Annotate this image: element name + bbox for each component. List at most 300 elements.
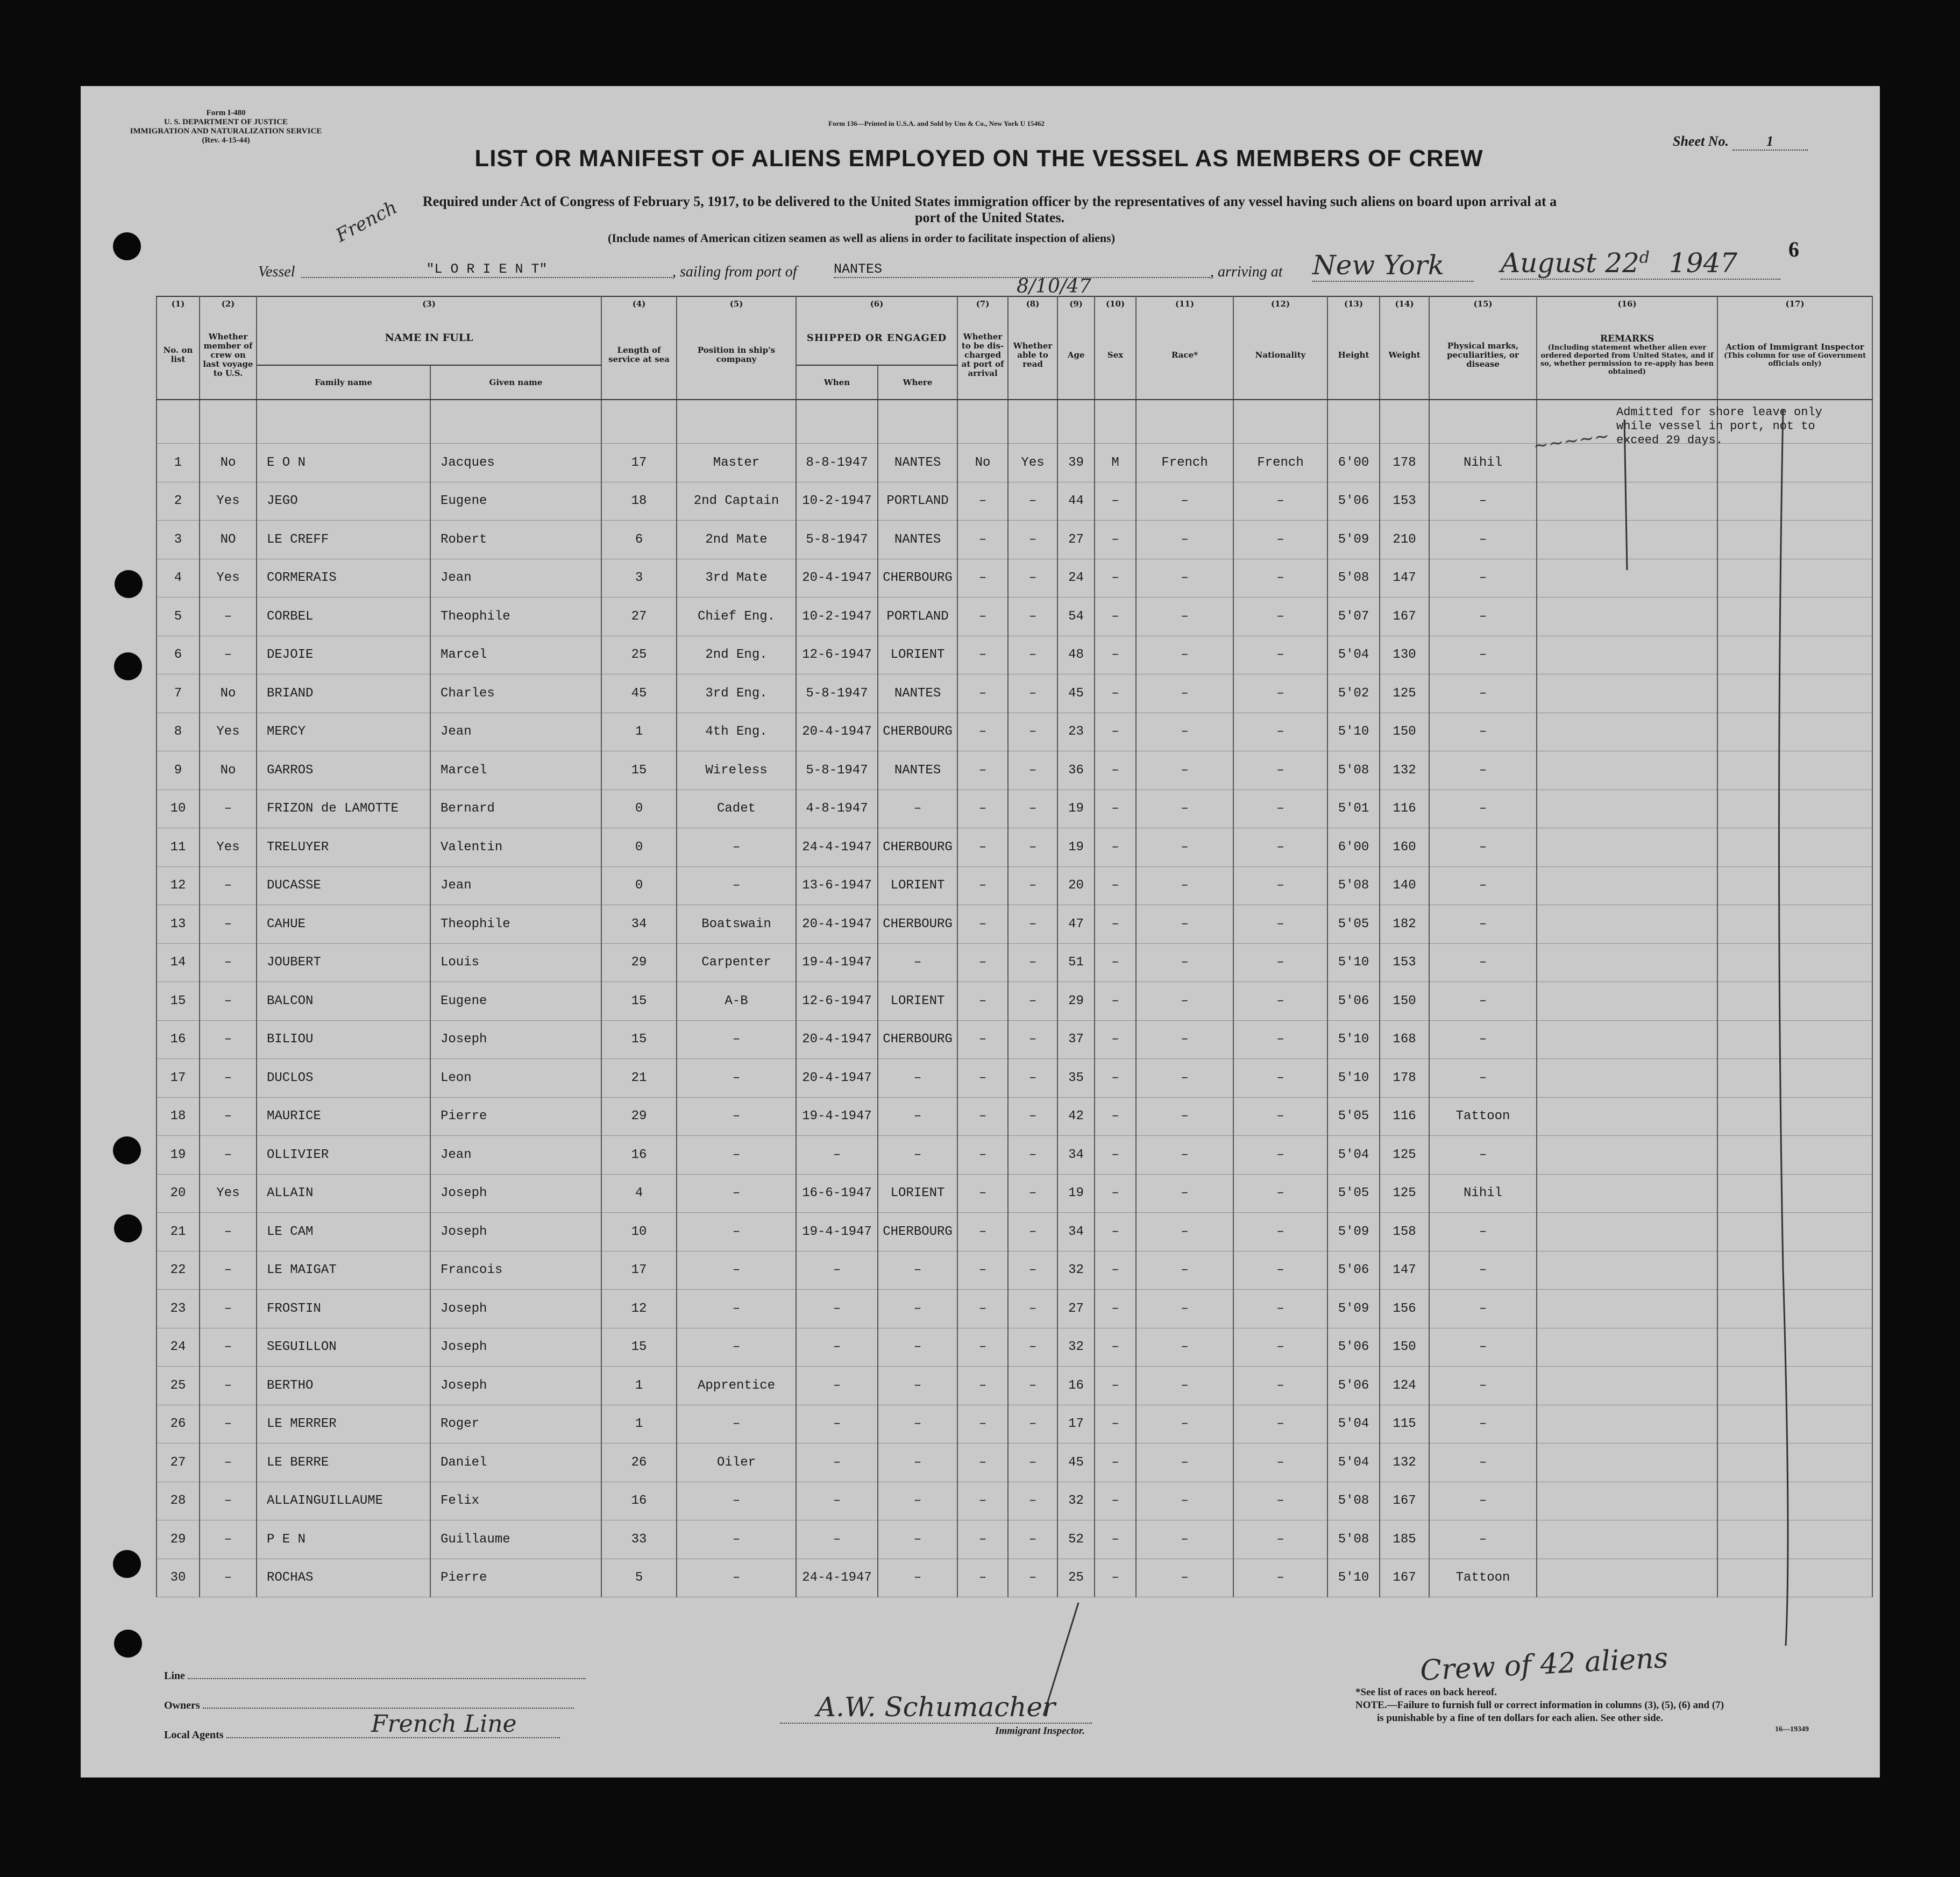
engaged-where: LORIENT [878, 636, 957, 674]
given-name: Eugene [430, 982, 601, 1021]
sheet-number: 1 [1732, 133, 1808, 151]
header-where: Where [878, 365, 957, 400]
height: 5'06 [1327, 1367, 1380, 1405]
list-number: 20 [157, 1174, 200, 1213]
engaged-when: 20-4-1947 [796, 905, 878, 944]
remarks-note: (Including statement whether alien ever ordered deported from United States, and if so, whether permission to re-apply has been obtained) [1540, 343, 1714, 376]
arrival-date-suffix: d [1639, 248, 1650, 267]
remarks-cell [1537, 1251, 1717, 1290]
list-number: 28 [157, 1482, 200, 1520]
able-to-read: – [1008, 982, 1057, 1021]
previous-voyage: No [200, 751, 257, 790]
nationality: – [1233, 1482, 1327, 1520]
stamp-date-handwritten: 8/10/47 [1017, 275, 1091, 297]
crew-count-handwritten: Crew of 42 aliens [1419, 1641, 1669, 1688]
position: – [677, 1174, 796, 1213]
punch-hole [115, 570, 143, 598]
sex: – [1095, 1367, 1136, 1405]
age: 25 [1057, 1559, 1095, 1597]
family-name: BALCON [257, 982, 430, 1021]
form-id-block [124, 109, 328, 145]
position: – [677, 1020, 796, 1059]
able-to-read: – [1008, 943, 1057, 982]
action-cell [1717, 713, 1872, 751]
family-name: LE BERRE [257, 1444, 430, 1482]
race: French [1136, 444, 1233, 482]
position: 2nd Captain [677, 482, 796, 521]
physical-marks: – [1429, 1136, 1537, 1175]
position: 4th Eng. [677, 713, 796, 751]
line-field [164, 1670, 586, 1682]
previous-voyage: – [200, 598, 257, 636]
remarks-cell [1537, 482, 1717, 521]
nationality: – [1233, 1444, 1327, 1482]
physical-marks: – [1429, 1213, 1537, 1252]
nationality: – [1233, 1213, 1327, 1252]
position: – [677, 1251, 796, 1290]
weight: 167 [1380, 598, 1429, 636]
discharged: – [957, 636, 1008, 674]
list-number: 9 [157, 751, 200, 790]
service-length: 15 [601, 751, 677, 790]
col-num: (5) [677, 296, 796, 311]
arriving-label: , arriving at [1210, 264, 1283, 280]
service-length: 16 [601, 1482, 677, 1520]
table-row [157, 1136, 1872, 1175]
previous-voyage: – [200, 1251, 257, 1290]
service-length: 15 [601, 1020, 677, 1059]
action-cell [1717, 1097, 1872, 1136]
engaged-when: 20-4-1947 [796, 1020, 878, 1059]
weight: 167 [1380, 1559, 1429, 1597]
position: 2nd Mate [677, 521, 796, 559]
age: 32 [1057, 1328, 1095, 1367]
discharged: – [957, 1520, 1008, 1559]
race: – [1136, 1097, 1233, 1136]
engaged-when: 24-4-1947 [796, 828, 878, 867]
given-name: Robert [430, 521, 601, 559]
nationality: – [1233, 674, 1327, 713]
header-physical-marks: Physical marks, peculiarities, or disease [1429, 311, 1537, 400]
sex: – [1095, 1213, 1136, 1252]
sailing-label: , sailing from port of [672, 264, 797, 280]
engaged-where: PORTLAND [878, 598, 957, 636]
discharged: – [957, 559, 1008, 598]
table-row [157, 1444, 1872, 1482]
age: 27 [1057, 521, 1095, 559]
action-cell [1717, 1174, 1872, 1213]
list-number: 24 [157, 1328, 200, 1367]
height: 5'05 [1327, 1174, 1380, 1213]
service-length: 15 [601, 1328, 677, 1367]
engaged-where: – [878, 1367, 957, 1405]
list-number: 10 [157, 790, 200, 828]
arrival-year: 1947 [1668, 247, 1738, 279]
nationality: – [1233, 1251, 1327, 1290]
height: 5'08 [1327, 1520, 1380, 1559]
action-cell [1717, 1328, 1872, 1367]
weight: 160 [1380, 828, 1429, 867]
nationality: – [1233, 828, 1327, 867]
list-number: 5 [157, 598, 200, 636]
discharged: – [957, 1059, 1008, 1098]
sex: – [1095, 905, 1136, 944]
physical-marks: – [1429, 828, 1537, 867]
able-to-read: – [1008, 713, 1057, 751]
discharged: – [957, 1559, 1008, 1597]
line-label: Line [164, 1670, 185, 1682]
position: – [677, 1290, 796, 1328]
table-row [157, 1020, 1872, 1059]
age: 36 [1057, 751, 1095, 790]
previous-voyage: – [200, 1136, 257, 1175]
nationality: – [1233, 866, 1327, 905]
list-number: 29 [157, 1520, 200, 1559]
given-name: Eugene [430, 482, 601, 521]
position: – [677, 866, 796, 905]
race: – [1136, 1405, 1233, 1444]
given-name: Jean [430, 1136, 601, 1175]
engaged-when: 10-2-1947 [796, 598, 878, 636]
sex: – [1095, 1405, 1136, 1444]
discharged: – [957, 598, 1008, 636]
previous-voyage: – [200, 790, 257, 828]
nationality: – [1233, 598, 1327, 636]
col-num: (14) [1380, 296, 1429, 311]
sex: – [1095, 713, 1136, 751]
discharged: – [957, 713, 1008, 751]
sex: – [1095, 1020, 1136, 1059]
position: – [677, 828, 796, 867]
inspector-signature: A.W. Schumacher [780, 1691, 1092, 1724]
position: – [677, 1097, 796, 1136]
engaged-when: 4-8-1947 [796, 790, 878, 828]
service-length: 17 [601, 1251, 677, 1290]
age: 19 [1057, 1174, 1095, 1213]
height: 5'04 [1327, 1444, 1380, 1482]
family-name: JEGO [257, 482, 430, 521]
remarks-cell [1537, 982, 1717, 1021]
able-to-read: – [1008, 1251, 1057, 1290]
previous-voyage: Yes [200, 482, 257, 521]
position: A-B [677, 982, 796, 1021]
family-name: CORMERAIS [257, 559, 430, 598]
remarks-cell [1537, 559, 1717, 598]
table-row [157, 1520, 1872, 1559]
physical-marks: – [1429, 866, 1537, 905]
able-to-read: – [1008, 1367, 1057, 1405]
discharged: – [957, 1482, 1008, 1520]
page-title: LIST OR MANIFEST OF ALIENS EMPLOYED ON THE VESSEL AS MEMBERS OF CREW [474, 145, 1483, 172]
discharged: – [957, 905, 1008, 944]
service-length: 5 [601, 1559, 677, 1597]
service-length: 45 [601, 674, 677, 713]
given-name: Joseph [430, 1174, 601, 1213]
discharged: – [957, 1174, 1008, 1213]
service-length: 1 [601, 1367, 677, 1405]
nationality: – [1233, 905, 1327, 944]
sex: – [1095, 982, 1136, 1021]
engaged-where: CHERBOURG [878, 1213, 957, 1252]
list-number: 26 [157, 1405, 200, 1444]
remarks-cell [1537, 1367, 1717, 1405]
weight: 140 [1380, 866, 1429, 905]
weight: 116 [1380, 1097, 1429, 1136]
nationality: French [1233, 444, 1327, 482]
action-cell [1717, 943, 1872, 982]
col-num: (7) [957, 296, 1008, 311]
list-number: 22 [157, 1251, 200, 1290]
note-line-1: NOTE.—Failure to furnish full or correct information in columns (3), (5), (6) and (7) [1355, 1700, 1724, 1711]
able-to-read: – [1008, 790, 1057, 828]
engaged-when: 19-4-1947 [796, 1097, 878, 1136]
position: – [677, 1213, 796, 1252]
previous-voyage: – [200, 1520, 257, 1559]
nationality: – [1233, 943, 1327, 982]
arrival-date: August 22 [1501, 247, 1639, 279]
service-length: 16 [601, 1136, 677, 1175]
department-name: U. S. DEPARTMENT OF JUSTICE [164, 118, 288, 126]
discharged: – [957, 751, 1008, 790]
position: – [677, 1136, 796, 1175]
action-cell [1717, 1405, 1872, 1444]
table-row [157, 482, 1872, 521]
header-discharged: Whether to be dis- charged at port of arrival [957, 311, 1008, 400]
col-num: (11) [1136, 296, 1233, 311]
sex: – [1095, 1251, 1136, 1290]
header-position: Position in ship's company [677, 311, 796, 400]
list-number: 6 [157, 636, 200, 674]
list-number: 16 [157, 1020, 200, 1059]
table-row [157, 1482, 1872, 1520]
given-name: Joseph [430, 1328, 601, 1367]
remarks-cell [1537, 636, 1717, 674]
race: – [1136, 905, 1233, 944]
act-statement-line-2: port of the United States. [914, 210, 1065, 225]
given-name: Bernard [430, 790, 601, 828]
position: Master [677, 444, 796, 482]
engaged-when: – [796, 1482, 878, 1520]
race: – [1136, 1213, 1233, 1252]
table-row [157, 559, 1872, 598]
able-to-read: – [1008, 598, 1057, 636]
given-name: Pierre [430, 1097, 601, 1136]
service-length: 6 [601, 521, 677, 559]
action-cell [1717, 790, 1872, 828]
able-to-read: – [1008, 482, 1057, 521]
action-cell [1717, 444, 1872, 482]
action-cell [1717, 905, 1872, 944]
action-cell [1717, 751, 1872, 790]
instruction-note: (Include names of American citizen seamen as well as aliens in order to facilitate inspection of aliens) [608, 231, 1116, 245]
engaged-where: – [878, 1559, 957, 1597]
physical-marks: – [1429, 1520, 1537, 1559]
engaged-when: 19-4-1947 [796, 1213, 878, 1252]
action-cell [1717, 1251, 1872, 1290]
nationality: – [1233, 790, 1327, 828]
col-num: (8) [1008, 296, 1057, 311]
given-name: Jean [430, 866, 601, 905]
physical-marks: – [1429, 1405, 1537, 1444]
height: 5'04 [1327, 1405, 1380, 1444]
family-name: CORBEL [257, 598, 430, 636]
col-num: (12) [1233, 296, 1327, 311]
position: – [677, 1559, 796, 1597]
family-name: MERCY [257, 713, 430, 751]
engaged-when: 8-8-1947 [796, 444, 878, 482]
discharged: No [957, 444, 1008, 482]
physical-marks: – [1429, 521, 1537, 559]
table-row [157, 521, 1872, 559]
age: 37 [1057, 1020, 1095, 1059]
sex: – [1095, 559, 1136, 598]
nationality: – [1233, 1367, 1327, 1405]
weight: 182 [1380, 905, 1429, 944]
race: – [1136, 982, 1233, 1021]
engaged-when: 13-6-1947 [796, 866, 878, 905]
given-name: Pierre [430, 1559, 601, 1597]
age: 20 [1057, 866, 1095, 905]
sex: – [1095, 1444, 1136, 1482]
position: Apprentice [677, 1367, 796, 1405]
engaged-when: 20-4-1947 [796, 713, 878, 751]
position: Boatswain [677, 905, 796, 944]
remarks-title: REMARKS [1600, 333, 1654, 344]
engaged-where: NANTES [878, 751, 957, 790]
previous-voyage: – [200, 1559, 257, 1597]
age: 23 [1057, 713, 1095, 751]
engaged-when: 12-6-1947 [796, 982, 878, 1021]
remarks-cell [1537, 1059, 1717, 1098]
weight: 132 [1380, 751, 1429, 790]
engaged-when: 24-4-1947 [796, 1559, 878, 1597]
table-row [157, 828, 1872, 867]
engaged-when: 10-2-1947 [796, 482, 878, 521]
position: Cadet [677, 790, 796, 828]
race: – [1136, 674, 1233, 713]
race: – [1136, 790, 1233, 828]
list-number: 21 [157, 1213, 200, 1252]
height: 5'01 [1327, 790, 1380, 828]
nationality: – [1233, 751, 1327, 790]
sex: – [1095, 1328, 1136, 1367]
family-name: OLLIVIER [257, 1136, 430, 1175]
previous-voyage: – [200, 1405, 257, 1444]
engaged-where: – [878, 1482, 957, 1520]
service-length: 25 [601, 636, 677, 674]
remarks-cell [1537, 521, 1717, 559]
able-to-read: – [1008, 674, 1057, 713]
height: 5'05 [1327, 1097, 1380, 1136]
height: 5'09 [1327, 1213, 1380, 1252]
sex: – [1095, 521, 1136, 559]
engaged-where: – [878, 1059, 957, 1098]
physical-marks: Nihil [1429, 1174, 1537, 1213]
sex: – [1095, 482, 1136, 521]
sheet-number-label [1673, 133, 1808, 151]
sex: M [1095, 444, 1136, 482]
engaged-where: CHERBOURG [878, 828, 957, 867]
discharged: – [957, 790, 1008, 828]
engaged-where: – [878, 1405, 957, 1444]
table-row [157, 905, 1872, 944]
family-name: E O N [257, 444, 430, 482]
table-row [157, 1559, 1872, 1597]
physical-marks: Tattoon [1429, 1559, 1537, 1597]
race: – [1136, 1174, 1233, 1213]
discharged: – [957, 1405, 1008, 1444]
physical-marks: – [1429, 1059, 1537, 1098]
remarks-cell [1537, 1020, 1717, 1059]
nationality: – [1233, 1328, 1327, 1367]
engaged-when: 20-4-1947 [796, 559, 878, 598]
physical-marks: – [1429, 1367, 1537, 1405]
age: 44 [1057, 482, 1095, 521]
physical-marks: – [1429, 943, 1537, 982]
table-row [157, 982, 1872, 1021]
race: – [1136, 482, 1233, 521]
position: – [677, 1059, 796, 1098]
family-name: CAHUE [257, 905, 430, 944]
engaged-when: 12-6-1947 [796, 636, 878, 674]
punch-hole [114, 1630, 142, 1658]
family-name: TRELUYER [257, 828, 430, 867]
weight: 178 [1380, 444, 1429, 482]
form-revision: (Rev. 4-15-44) [202, 136, 250, 145]
race: – [1136, 1367, 1233, 1405]
height: 5'10 [1327, 1559, 1380, 1597]
given-name: Joseph [430, 1290, 601, 1328]
age: 19 [1057, 828, 1095, 867]
physical-marks: – [1429, 1290, 1537, 1328]
sex: – [1095, 828, 1136, 867]
family-name: LE MERRER [257, 1405, 430, 1444]
crew-manifest-table [156, 296, 1873, 1597]
given-name: Jean [430, 559, 601, 598]
age: 17 [1057, 1405, 1095, 1444]
previous-voyage: – [200, 982, 257, 1021]
engaged-where: LORIENT [878, 1174, 957, 1213]
remarks-cell [1537, 1405, 1717, 1444]
header-family-name: Family name [257, 365, 430, 400]
list-number: 17 [157, 1059, 200, 1098]
col-num: (4) [601, 296, 677, 311]
remarks-cell [1537, 1213, 1717, 1252]
weight: 167 [1380, 1482, 1429, 1520]
engaged-where: – [878, 943, 957, 982]
nationality: – [1233, 982, 1327, 1021]
height: 5'04 [1327, 1136, 1380, 1175]
list-number: 27 [157, 1444, 200, 1482]
remarks-cell [1537, 905, 1717, 944]
engaged-where: LORIENT [878, 982, 957, 1021]
list-number: 2 [157, 482, 200, 521]
table-row [157, 1174, 1872, 1213]
table-row [157, 943, 1872, 982]
remarks-cell [1537, 790, 1717, 828]
previous-voyage: – [200, 1097, 257, 1136]
engaged-when: 5-8-1947 [796, 674, 878, 713]
previous-voyage: No [200, 444, 257, 482]
race-note: *See list of races on back hereof. [1355, 1687, 1497, 1698]
able-to-read: – [1008, 1136, 1057, 1175]
action-cell [1717, 1367, 1872, 1405]
action-cell [1717, 674, 1872, 713]
header-able-to-read: Whether able to read [1008, 311, 1057, 400]
engaged-where: – [878, 1136, 957, 1175]
height: 5'05 [1327, 905, 1380, 944]
able-to-read: – [1008, 521, 1057, 559]
